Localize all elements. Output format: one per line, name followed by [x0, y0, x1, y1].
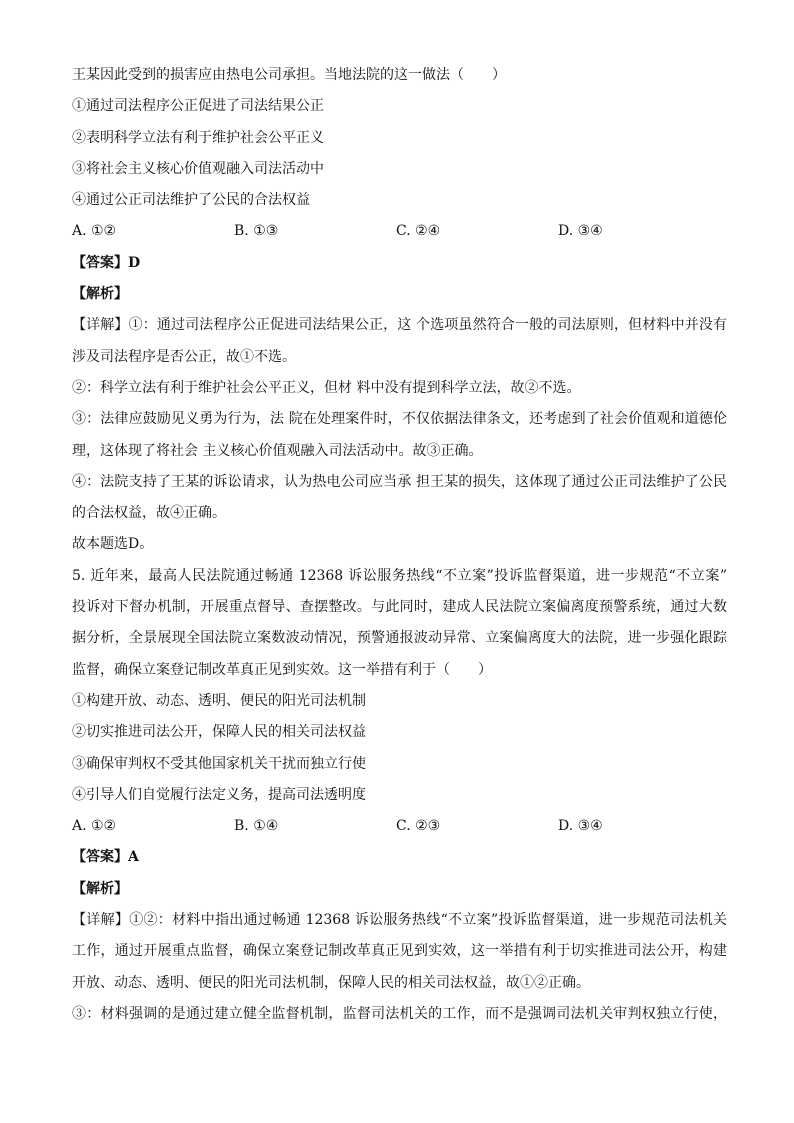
q4-item-3: ③将社会主义核心价值观融入司法活动中	[72, 160, 324, 177]
q4-detail-line-6: ④：法院支持了王某的诉讼请求，认为热电公司应当承 担王某的损失，这体现了通过公正司法维护了公民	[72, 473, 727, 490]
q5-option-c: C. ②③	[396, 818, 441, 835]
q5-stem-line-3: 据分析，全景展现全国法院立案数波动情况，预警通报波动异常、立案偏离度大的法院，进一步强化跟踪	[72, 630, 727, 647]
q4-detail-line-3: ②：科学立法有利于维护社会公平正义，但材 料中没有提到科学立法，故②不选。	[72, 379, 581, 396]
q4-detail-line-5: 理，这体现了将社会 主义核心价值观融入司法活动中。故③正确。	[72, 442, 483, 459]
q5-stem-line-4: 监督，确保立案登记制改革真正见到实效。这一举措有利于（ ）	[72, 661, 492, 678]
document-page	[72, 60, 727, 1030]
q4-options	[72, 216, 727, 247]
q5-option-d: D. ③④	[558, 818, 603, 835]
q4-answer: 【答案】D	[72, 254, 141, 271]
q4-option-a: A. ①②	[72, 223, 117, 240]
q4-detail-line-1: 【详解】①：通过司法程序公正促进司法结果公正，这 个选项虽然符合一般的司法原则，但材料中并没有	[72, 317, 727, 334]
q5-detail-line-1: 【详解】①②：材料中指出通过畅通 12368 诉讼服务热线“不立案”投诉监督渠道，进一步规范司法机关	[72, 912, 727, 929]
q5-item-3: ③确保审判权不受其他国家机关干扰而独立行使	[72, 755, 366, 772]
q4-option-c: C. ②④	[396, 223, 441, 240]
q5-detail-line-2: 工作，通过开展重点监督，确保立案登记制改革真正见到实效，这一举措有利于切实推进司法公开，构建	[72, 943, 727, 960]
q5-answer: 【答案】A	[72, 849, 139, 866]
q5-options	[72, 811, 727, 842]
q4-detail-line-7: 的合法权益，故④正确。	[72, 505, 226, 522]
q4-item-2: ②表明科学立法有利于维护社会公平正义	[72, 129, 324, 146]
q4-option-b: B. ①③	[234, 223, 279, 240]
q5-item-1: ①构建开放、动态、透明、便民的阳光司法机制	[72, 692, 366, 709]
q5-option-b: B. ①④	[234, 818, 279, 835]
q4-conclusion: 故本题选D。	[72, 536, 154, 553]
q4-option-d: D. ③④	[558, 223, 603, 240]
q4-item-4: ④通过公正司法维护了公民的合法权益	[72, 192, 310, 209]
q5-stem-line-2: 投诉对下督办机制，开展重点督导、查摆整改。与此同时，建成人民法院立案偏离度预警系统，通过大数	[72, 599, 727, 616]
q4-stem-tail: 王某因此受到的损害应由热电公司承担。当地法院的这一做法（ ）	[72, 67, 506, 83]
q4-item-1: ①通过司法程序公正促进了司法结果公正	[72, 98, 324, 115]
q4-analysis-label: 【解析】	[72, 286, 128, 303]
q5-item-2: ②切实推进司法公开，保障人民的相关司法权益	[72, 724, 366, 741]
q5-option-a: A. ①②	[72, 818, 117, 835]
q5-item-4: ④引导人们自觉履行法定义务，提高司法透明度	[72, 786, 366, 803]
q5-detail-line-3: 开放、动态、透明、便民的阳光司法机制，保障人民的相关司法权益，故①②正确。	[72, 974, 590, 991]
q5-analysis-label: 【解析】	[72, 880, 128, 897]
q5-detail-line-4: ③：材料强调的是通过建立健全监督机制，监督司法机关的工作，而不是强调司法机关审判权独立行使，	[72, 1005, 727, 1022]
q4-detail-line-2: 涉及司法程序是否公正，故①不选。	[72, 348, 296, 365]
q4-detail-line-4: ③：法律应鼓励见义勇为行为，法 院在处理案件时，不仅依据法律条文，还考虑到了社会价值观和道德伦	[72, 411, 727, 428]
q5-stem-line-1: 5. 近年来，最高人民法院通过畅通 12368 诉讼服务热线“不立案”投诉监督渠道，进一步规范“不立案”	[72, 567, 727, 584]
